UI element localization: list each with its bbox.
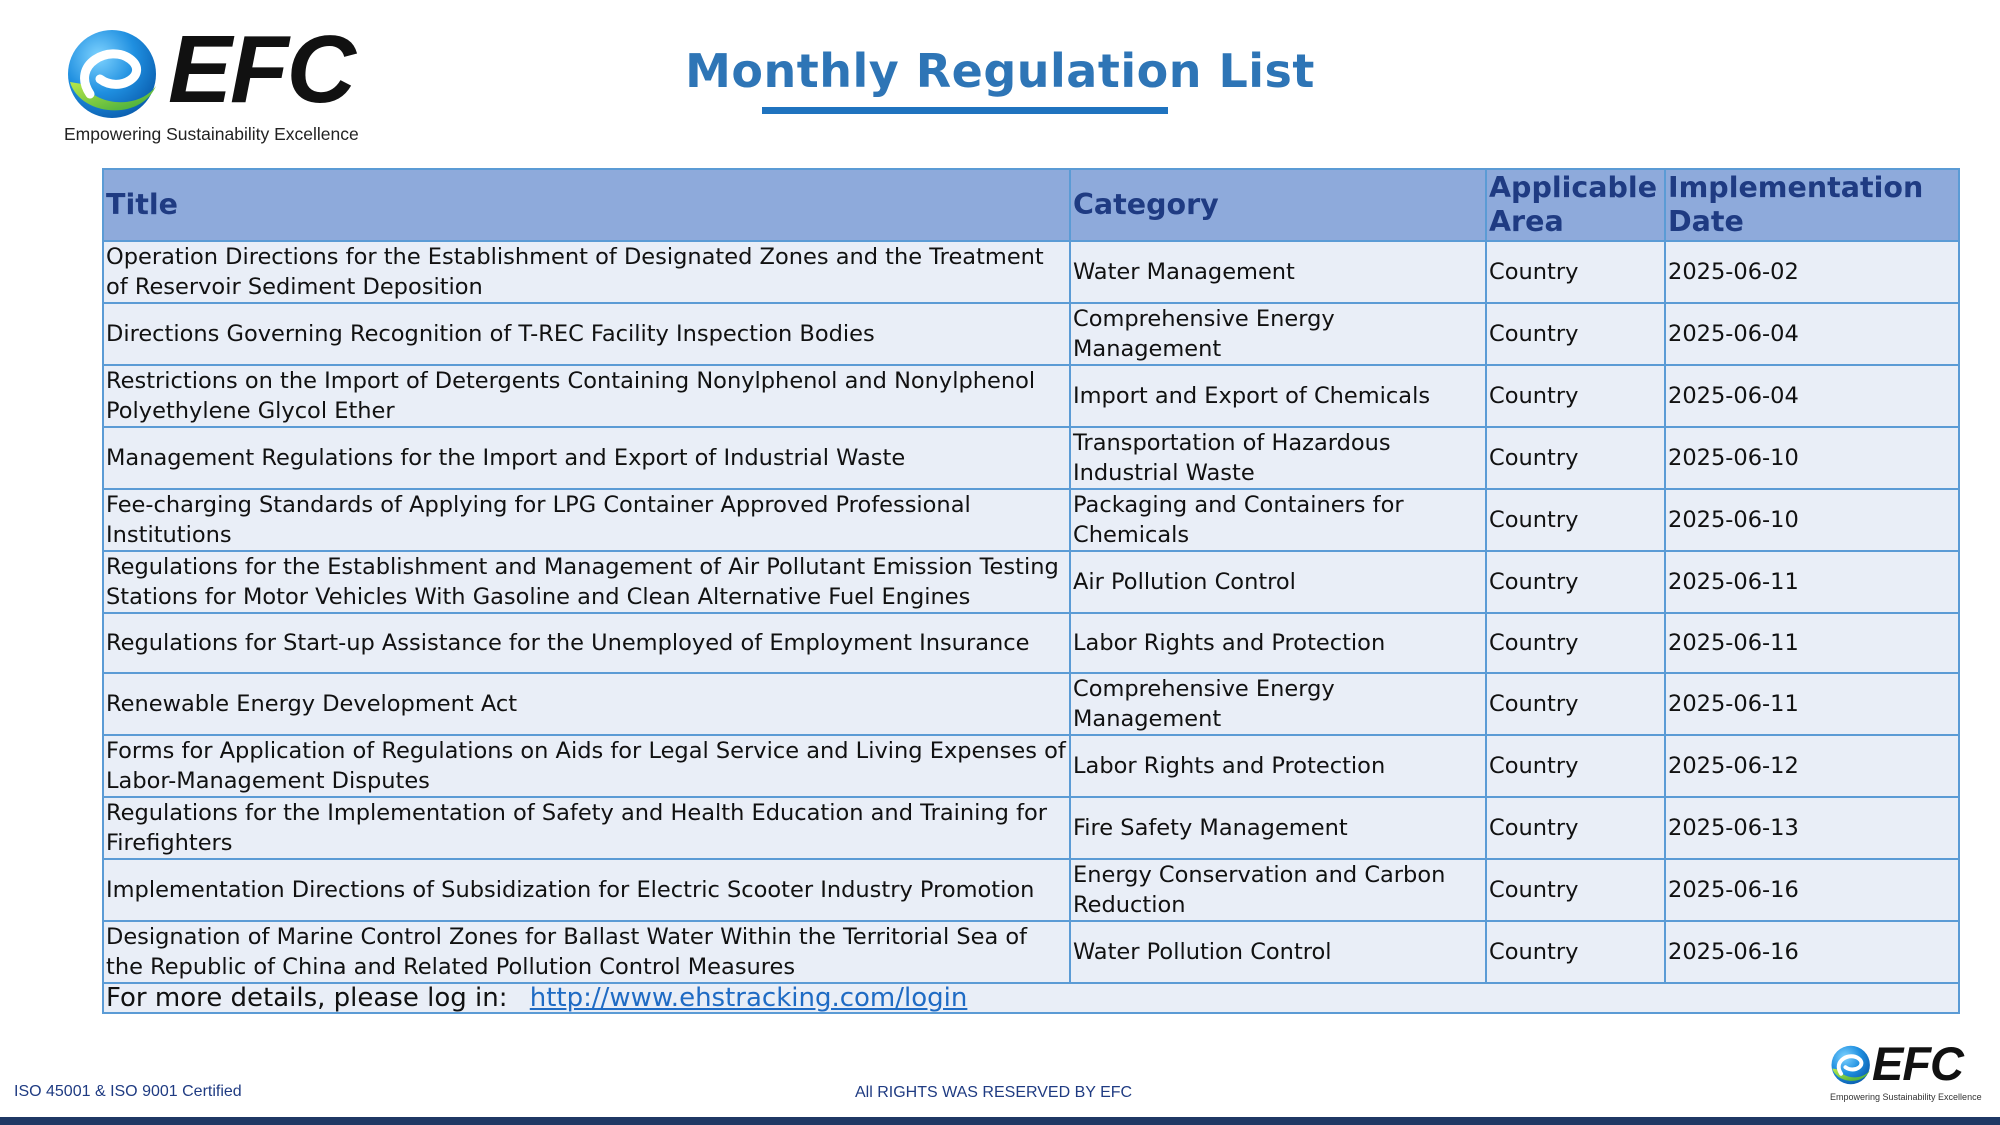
regulation-area: Country [1486,613,1665,673]
regulation-title: Forms for Application of Regulations on Aids for Legal Service and Living Expenses of Labor-Management Disputes [103,735,1070,797]
regulation-date: 2025-06-11 [1665,613,1959,673]
regulation-category: Comprehensive Energy Management [1070,303,1486,365]
table-row [103,921,1959,983]
regulation-category: Labor Rights and Protection [1070,735,1486,797]
regulation-area: Country [1486,551,1665,613]
column-header-area: Applicable Area [1486,169,1665,241]
regulation-title: Fee-charging Standards of Applying for LPG Container Approved Professional Institutions [103,489,1070,551]
regulation-title: Operation Directions for the Establishment of Designated Zones and the Treatment of Reservoir Sediment Deposition [103,241,1070,303]
regulation-title: Restrictions on the Import of Detergents Containing Nonylphenol and Nonylphenol Polyethylene Glycol Ether [103,365,1070,427]
regulation-area: Country [1486,735,1665,797]
regulation-date: 2025-06-11 [1665,551,1959,613]
column-header-category: Category [1070,169,1486,241]
globe-swoosh-icon [1828,1042,1876,1088]
regulation-date: 2025-06-02 [1665,241,1959,303]
regulation-title: Implementation Directions of Subsidization for Electric Scooter Industry Promotion [103,859,1070,921]
regulation-title: Directions Governing Recognition of T-REC Facility Inspection Bodies [103,303,1070,365]
regulation-area: Country [1486,303,1665,365]
table-row [103,303,1959,365]
logo-tagline: Empowering Sustainability Excellence [64,124,359,144]
regulation-date: 2025-06-04 [1665,365,1959,427]
regulation-title: Designation of Marine Control Zones for Ballast Water Within the Territorial Sea of the Republic of China and Related Pollution Control Measures [103,921,1070,983]
table-row [103,427,1959,489]
regulation-category: Labor Rights and Protection [1070,613,1486,673]
regulation-date: 2025-06-13 [1665,797,1959,859]
regulation-category: Comprehensive Energy Management [1070,673,1486,735]
regulation-category: Fire Safety Management [1070,797,1486,859]
regulation-title: Regulations for the Implementation of Safety and Health Education and Training for Firefighters [103,797,1070,859]
regulation-title: Regulations for the Establishment and Management of Air Pollutant Emission Testing Stations for Motor Vehicles With Gasoline and Clean Alternative Fuel Engines [103,551,1070,613]
regulation-date: 2025-06-10 [1665,427,1959,489]
column-header-title: Title [103,169,1070,241]
regulation-category: Water Management [1070,241,1486,303]
regulation-category: Transportation of Hazardous Industrial Waste [1070,427,1486,489]
login-note-cell [103,983,1959,1013]
table-footer-row [103,983,1959,1013]
logo-tagline: Empowering Sustainability Excellence [1830,1092,1982,1102]
regulation-date: 2025-06-12 [1665,735,1959,797]
table-row [103,673,1959,735]
table-row [103,551,1959,613]
regulation-area: Country [1486,241,1665,303]
regulation-area: Country [1486,427,1665,489]
regulation-category: Packaging and Containers for Chemicals [1070,489,1486,551]
login-note-text: For more details, please log in: [106,983,508,1013]
efc-logo-small [1828,1037,1988,1106]
bottom-bar [0,1117,2000,1125]
table-row [103,241,1959,303]
table-row [103,735,1959,797]
logo-wordmark: EFC [168,16,354,123]
table-row [103,797,1959,859]
regulation-title: Regulations for Start-up Assistance for the Unemployed of Employment Insurance [103,613,1070,673]
regulation-category: Water Pollution Control [1070,921,1486,983]
regulation-title: Renewable Energy Development Act [103,673,1070,735]
regulation-area: Country [1486,921,1665,983]
regulation-date: 2025-06-16 [1665,859,1959,921]
regulation-area: Country [1486,859,1665,921]
rights-text: All RIGHTS WAS RESERVED BY EFC [855,1084,1133,1101]
regulation-date: 2025-06-11 [1665,673,1959,735]
regulation-category: Import and Export of Chemicals [1070,365,1486,427]
regulation-area: Country [1486,797,1665,859]
regulation-date: 2025-06-04 [1665,303,1959,365]
table-row [103,613,1959,673]
title-underline [762,107,1168,114]
table-row [103,365,1959,427]
certification-text: ISO 45001 & ISO 9001 Certified [14,1083,242,1100]
table-row [103,489,1959,551]
regulation-table [102,168,1960,1014]
regulation-date: 2025-06-16 [1665,921,1959,983]
regulation-category: Air Pollution Control [1070,551,1486,613]
table-row [103,859,1959,921]
login-link[interactable]: http://www.ehstracking.com/login [529,983,968,1013]
logo-wordmark: EFC [1872,1037,1963,1090]
column-header-date: Implementation Date [1665,169,1959,241]
regulation-area: Country [1486,365,1665,427]
regulation-category: Energy Conservation and Carbon Reduction [1070,859,1486,921]
regulation-area: Country [1486,489,1665,551]
table-header-row [103,169,1959,241]
regulation-area: Country [1486,673,1665,735]
regulation-date: 2025-06-10 [1665,489,1959,551]
regulation-title: Management Regulations for the Import and Export of Industrial Waste [103,427,1070,489]
page-title: Monthly Regulation List [685,44,1315,98]
